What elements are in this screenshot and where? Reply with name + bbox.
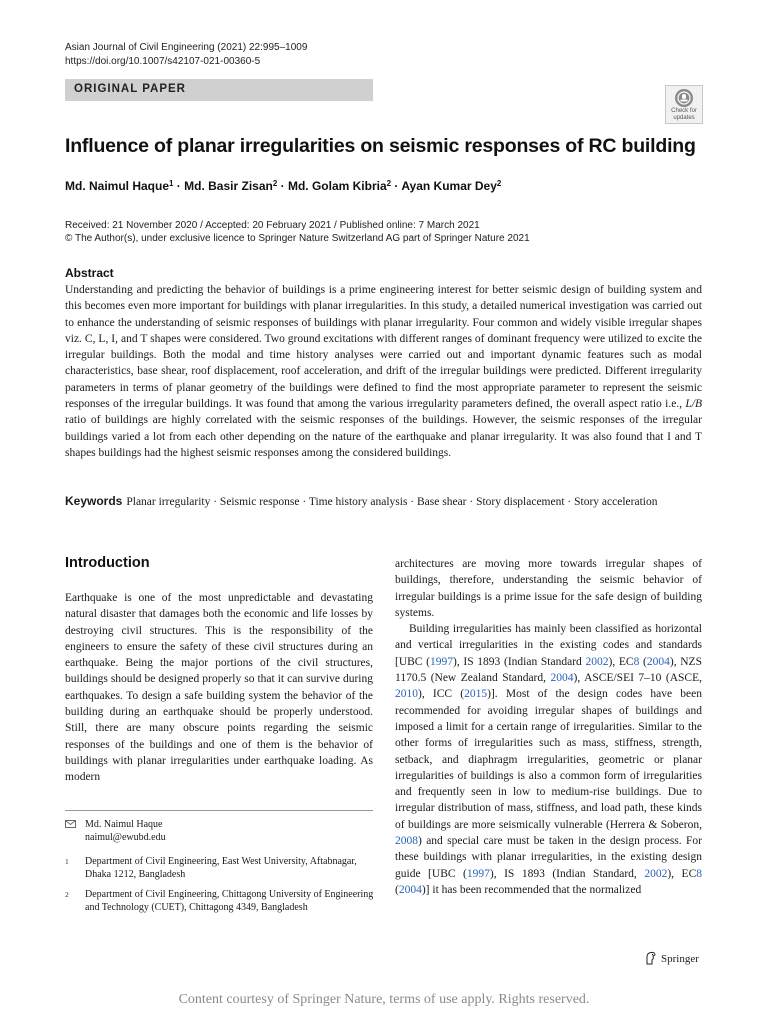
affiliation-text: Department of Civil Engineering, East West University, Aftabnagar, Dhaka 1212, Bangladesh	[85, 856, 357, 880]
citation-link[interactable]: 2010	[395, 688, 418, 701]
author-affiliation-mark: 1	[169, 179, 174, 188]
affiliation-number: 1	[65, 857, 69, 866]
affiliation-text: Department of Civil Engineering, Chittagong University of Engineering and Technology (CUET), Chittagong 4349, Bangladesh	[85, 889, 374, 913]
paper-title: Influence of planar irregularities on seismic responses of RC building	[65, 135, 696, 157]
publication-dates: Received: 21 November 2020 / Accepted: 20 February 2021 / Published online: 7 March 2021	[65, 220, 480, 231]
left-column	[65, 590, 373, 786]
author-separator: ·	[391, 179, 402, 193]
text-run: ), NZS 1170.5 (New Zealand Standard,	[395, 655, 702, 685]
text-run: ), IS 1893 (Indian Standard,	[489, 867, 645, 880]
author-name[interactable]: Ayan Kumar Dey	[401, 179, 497, 193]
springer-logo	[644, 951, 699, 965]
introduction-heading: Introduction	[65, 555, 150, 571]
citation-link[interactable]: 2015	[464, 688, 488, 701]
copyright-notice: © The Author(s), under exclusive licence to Springer Nature Switzerland AG part of Springer Nature 2021	[65, 233, 530, 244]
citation-link[interactable]: 2004	[646, 655, 670, 668]
author-affiliation-mark: 2	[386, 179, 392, 188]
text-run: ), EC	[667, 867, 697, 880]
author-name[interactable]: Md. Basir Zisan	[184, 179, 273, 193]
check-updates-line1: Check for	[671, 108, 697, 114]
doi-link[interactable]: https://doi.org/10.1007/s42107-021-00360-5	[65, 56, 261, 67]
text-run: )]. Most of the design codes have been recommended for avoiding irregular shapes of buildings and imposed a limit for a certain range of irregularities. Similar to the other forms of irregularities such as mass, stiffness, strength, setback, and diaphragm irregularities, geometric or planar irregularities of buildings is also a common form of irregularities and frequently seen in low to medium-rise buildings. Due to irregular distribution of mass, stiffness, and load path, these kinds of buildings are more seismically vulnerable (Herrera & Soberon,	[395, 688, 702, 831]
abstract-text	[65, 282, 702, 461]
author-list	[65, 178, 715, 194]
citation-link[interactable]: 8	[633, 655, 640, 668]
author-name[interactable]: Md. Golam Kibria	[287, 179, 387, 193]
keywords-label: Keywords	[65, 494, 123, 508]
publisher-name: Springer	[661, 953, 699, 965]
corresponding-author-name: Md. Naimul Haque	[85, 819, 163, 830]
text-run: ), EC	[608, 655, 634, 668]
abstract-ratio: L/B	[685, 398, 702, 411]
author-affiliation-mark: 2	[272, 179, 278, 188]
footnote-divider	[65, 810, 373, 811]
abstract-text-part: Understanding and predicting the behavior of buildings is a prime engineering interest for better seismic design of building system and this becomes even more important for buildings with planar irregularities. In this study, a detailed numerical investigation was carried out to enhance the understanding of seismic responses of buildings with planar irregularity. Four common and widely visible irregular shapes viz. C, L, I, and T shapes were considered. Two ground excitations with different ranges of dominant frequency were utilized to excite the irregular buildings. Both the modal and time history analyses were carried out and important dynamic features such as modal characteristics, base shear, roof displacement, roof acceleration, and drift of the irregular buildings were predicted. Different irregularity parameters in terms of planar geometry of the buildings were defined to find the most appropriate parameter to represent the seismic responses of the irregular buildings. It was found that among the various irregularity parameters defined, the overall aspect ratio i.e.,	[65, 284, 702, 411]
citation-link[interactable]: 1997	[430, 655, 453, 668]
author-separator: ·	[277, 179, 288, 193]
keywords-text: Planar irregularity · Seismic response · Time history analysis · Base shear · Story displacement · Story acceleration	[126, 496, 658, 508]
citation-link[interactable]: 2008	[395, 835, 418, 848]
right-column	[395, 556, 702, 898]
text-run: ), IS 1893 (Indian Standard	[453, 655, 586, 668]
abstract-text-part: ratio of buildings are highly correlated with the seismic responses of the buildings. However, the seismic responses of the irregular buildings varied a lot from each other depending on the nature of the earthquake and planar irregularity. It was also found that I and T shapes buildings had the highest seismic responses among the considered buildings.	[65, 414, 702, 459]
abstract-heading: Abstract	[65, 266, 114, 280]
text-run: (	[639, 655, 647, 668]
paragraph	[395, 621, 702, 898]
author-separator: ·	[173, 179, 185, 193]
text-run: ), ASCE/SEI 7–10 (ASCE,	[573, 672, 703, 685]
text-run: ), ICC (	[418, 688, 465, 701]
citation-link[interactable]: 1997	[466, 867, 490, 880]
citation-link[interactable]: 2004	[398, 883, 422, 896]
citation-link[interactable]: 8	[696, 867, 702, 880]
affiliation-number: 2	[65, 890, 69, 899]
paragraph: architectures are moving more towards irregular shapes of buildings, therefore, understanding the seismic behavior of irregular buildings is a prime issue for the safe design of building systems.	[395, 558, 702, 619]
paragraph: Earthquake is one of the most unpredictable and devastating natural disaster that damages both the economic and life losses by destroying civil structures. This is the responsibility of the engineers to ensure the safety of these civil structures during an earthquake. Being the major portions of the civil structures, buildings should be designed properly so that it can survive during earthquakes. To design a safe building system the behavior of the building during an earthquake should be properly understood. Still, there are many obscure points regarding the seismic responses of the buildings and one of them is the behavior of buildings with planar irregularities under earthquake loading. As modern	[65, 592, 373, 784]
envelope-icon	[65, 820, 76, 828]
paper-type-label: ORIGINAL PAPER	[74, 83, 186, 95]
text-run: Building irregularities has mainly been classified as horizontal and vertical irregularities in the existing codes and standards [UBC (	[395, 623, 702, 668]
citation-link[interactable]: 2004	[550, 672, 574, 685]
paper-type-banner	[65, 79, 373, 101]
check-for-updates-badge[interactable]	[665, 85, 703, 124]
footer-notice: Content courtesy of Springer Nature, terms of use apply. Rights reserved.	[178, 992, 590, 1007]
text-run: )] it has been recommended that the normalized	[421, 883, 642, 896]
springer-horse-icon	[644, 951, 657, 965]
citation-link[interactable]: 2002	[585, 655, 609, 668]
check-updates-icon	[675, 89, 693, 107]
text-run: (	[395, 883, 399, 896]
author-affiliation-mark: 2	[496, 179, 502, 188]
citation-link[interactable]: 2002	[644, 867, 668, 880]
keywords	[65, 493, 702, 510]
corresponding-author-email[interactable]: naimul@ewubd.edu	[85, 832, 166, 843]
text-run: ) and special care must be taken in the design process. For these buildings with planar irregularities, in the existing design guide [UBC (	[395, 835, 702, 880]
author-name[interactable]: Md. Naimul Haque	[65, 179, 170, 193]
check-updates-line2: updates	[673, 114, 695, 121]
journal-citation: Asian Journal of Civil Engineering (2021) 22:995–1009	[65, 42, 308, 53]
